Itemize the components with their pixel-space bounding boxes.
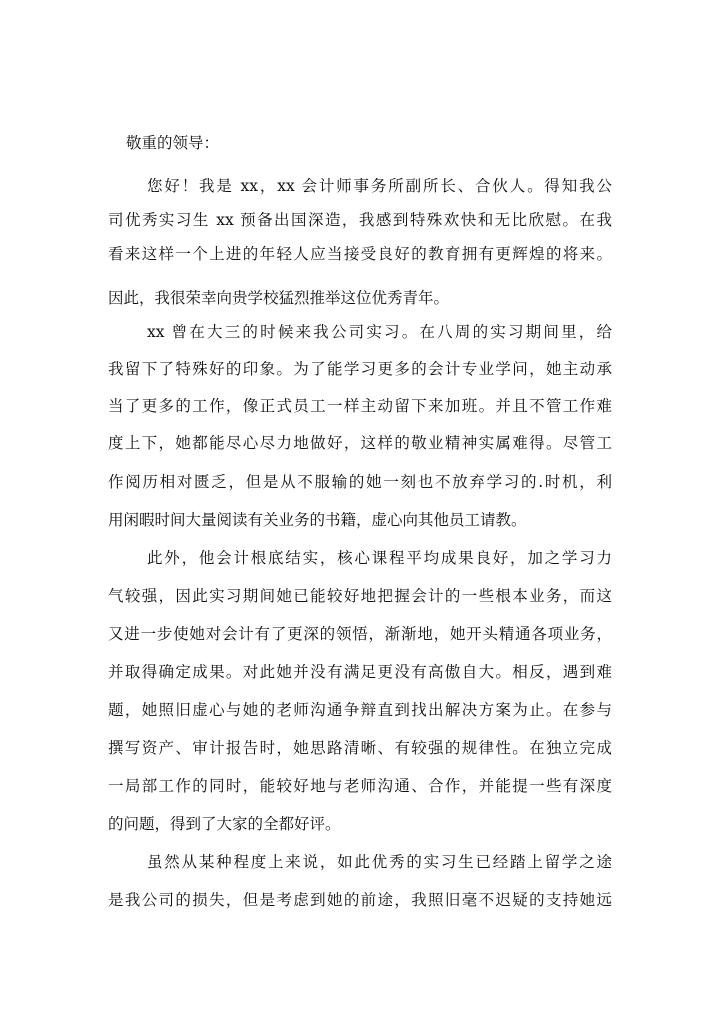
salutation: 敬重的领导： [126, 134, 220, 152]
paragraph-1-line-3: 看来这样一个上进的年轻人应当接受良好的教育拥有更辉煌的将来。 [108, 245, 612, 263]
paragraph-3-line-1: 此外，他会计根底结实，核心课程平均成果良好，加之学习力 [147, 549, 612, 567]
paragraph-4-line-1: 虽然从某种程度上来说，如此优秀的实习生已经踏上留学之途 [147, 853, 612, 871]
paragraph-1-line-2: 司优秀实习生 xx 预备出国深造，我感到特殊欢快和无比欣慰。在我 [108, 211, 612, 229]
paragraph-3-line-5: 题，她照旧虚心与她的老师沟通争辩直到找出解决方案为止。在参与 [108, 701, 612, 719]
paragraph-4-line-2: 是我公司的损失，但是考虑到她的前途，我照旧毫不迟疑的支持她远 [108, 891, 612, 909]
paragraph-3-line-4: 并取得确定成果。对此她并没有满足更没有高傲自大。相反，遇到难 [108, 663, 612, 681]
paragraph-1-line-4: 因此，我很荣幸向贵学校猛烈推举这位优秀青年。 [108, 289, 450, 307]
paragraph-3-line-6: 撰写资产、审计报告时，她思路清晰、有较强的规律性。在独立完成 [108, 739, 612, 757]
paragraph-2-line-3: 当了更多的工作，像正式员工一样主动留下来加班。并且不管工作难 [108, 397, 612, 415]
paragraph-2-line-5: 作阅历相对匮乏，但是从不服输的她一刻也不放弃学习的.时机，利 [108, 473, 612, 491]
paragraph-3-line-2: 气较强，因此实习期间她已能较好地把握会计的一些根本业务，而这 [108, 587, 612, 605]
paragraph-1-line-1: 您好！我是 xx，xx 会计师事务所副所长、合伙人。得知我公 [147, 177, 612, 195]
paragraph-2-line-6: 用闲暇时间大量阅读有关业务的书籍，虚心向其他员工请教。 [108, 511, 527, 529]
paragraph-2-line-1: xx 曾在大三的时候来我公司实习。在八周的实习期间里，给 [147, 323, 612, 341]
paragraph-2-line-4: 度上下，她都能尽心尽力地做好，这样的敬业精神实属难得。尽管工 [108, 434, 612, 452]
paragraph-3-line-3: 又进一步使她对会计有了更深的领悟，渐渐地，她开头精通各项业务， [108, 625, 612, 643]
paragraph-2-line-2: 我留下了特殊好的印象。为了能学习更多的会计专业学问，她主动承 [108, 360, 612, 378]
paragraph-3-line-7: 一局部工作的同时，能较好地与老师沟通、合作，并能提一些有深度 [108, 777, 612, 795]
paragraph-3-line-8: 的问题，得到了大家的全都好评。 [108, 815, 341, 833]
